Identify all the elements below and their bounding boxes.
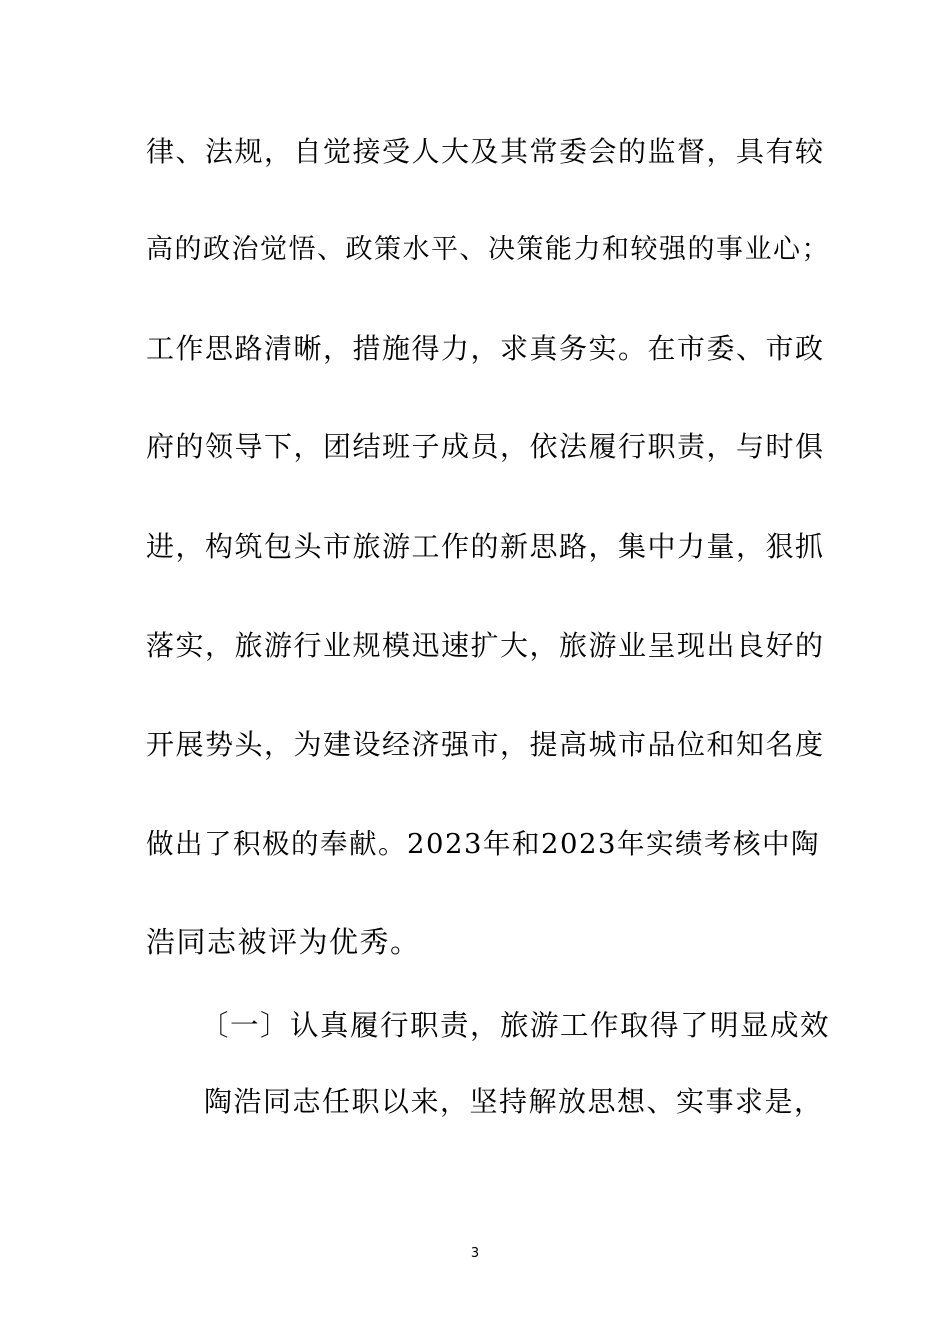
body-text-line: 做出了积极的奉献。2023年和2023年实绩考核中陶	[146, 828, 820, 860]
body-text-line: 高的政治觉悟、政策水平、决策能力和较强的事业心；	[146, 234, 830, 265]
section-heading: 〔一〕认真履行职责，旅游工作取得了明显成效	[200, 1009, 831, 1042]
page-number: 3	[470, 1246, 480, 1261]
body-text-line: 府的领导下，团结班子成员，依法履行职责，与时俱	[146, 430, 825, 463]
body-text-line: 进，构筑包头市旅游工作的新思路，集中力量，狠抓	[146, 530, 825, 563]
body-text-line: 落实，旅游行业规模迅速扩大，旅游业呈现出良好的	[146, 629, 825, 662]
body-text-line: 工作思路清晰，措施得力，求真务实。在市委、市政	[146, 332, 825, 365]
body-text-line: 开展势头，为建设经济强市，提高城市品位和知名度	[146, 728, 825, 761]
paragraph-first-line: 陶浩同志任职以来，坚持解放思想、实事求是，	[204, 1085, 824, 1118]
body-text-line: 律、法规，自觉接受人大及其常委会的监督，具有较	[146, 135, 825, 168]
body-text-line: 浩同志被评为优秀。	[146, 925, 421, 959]
